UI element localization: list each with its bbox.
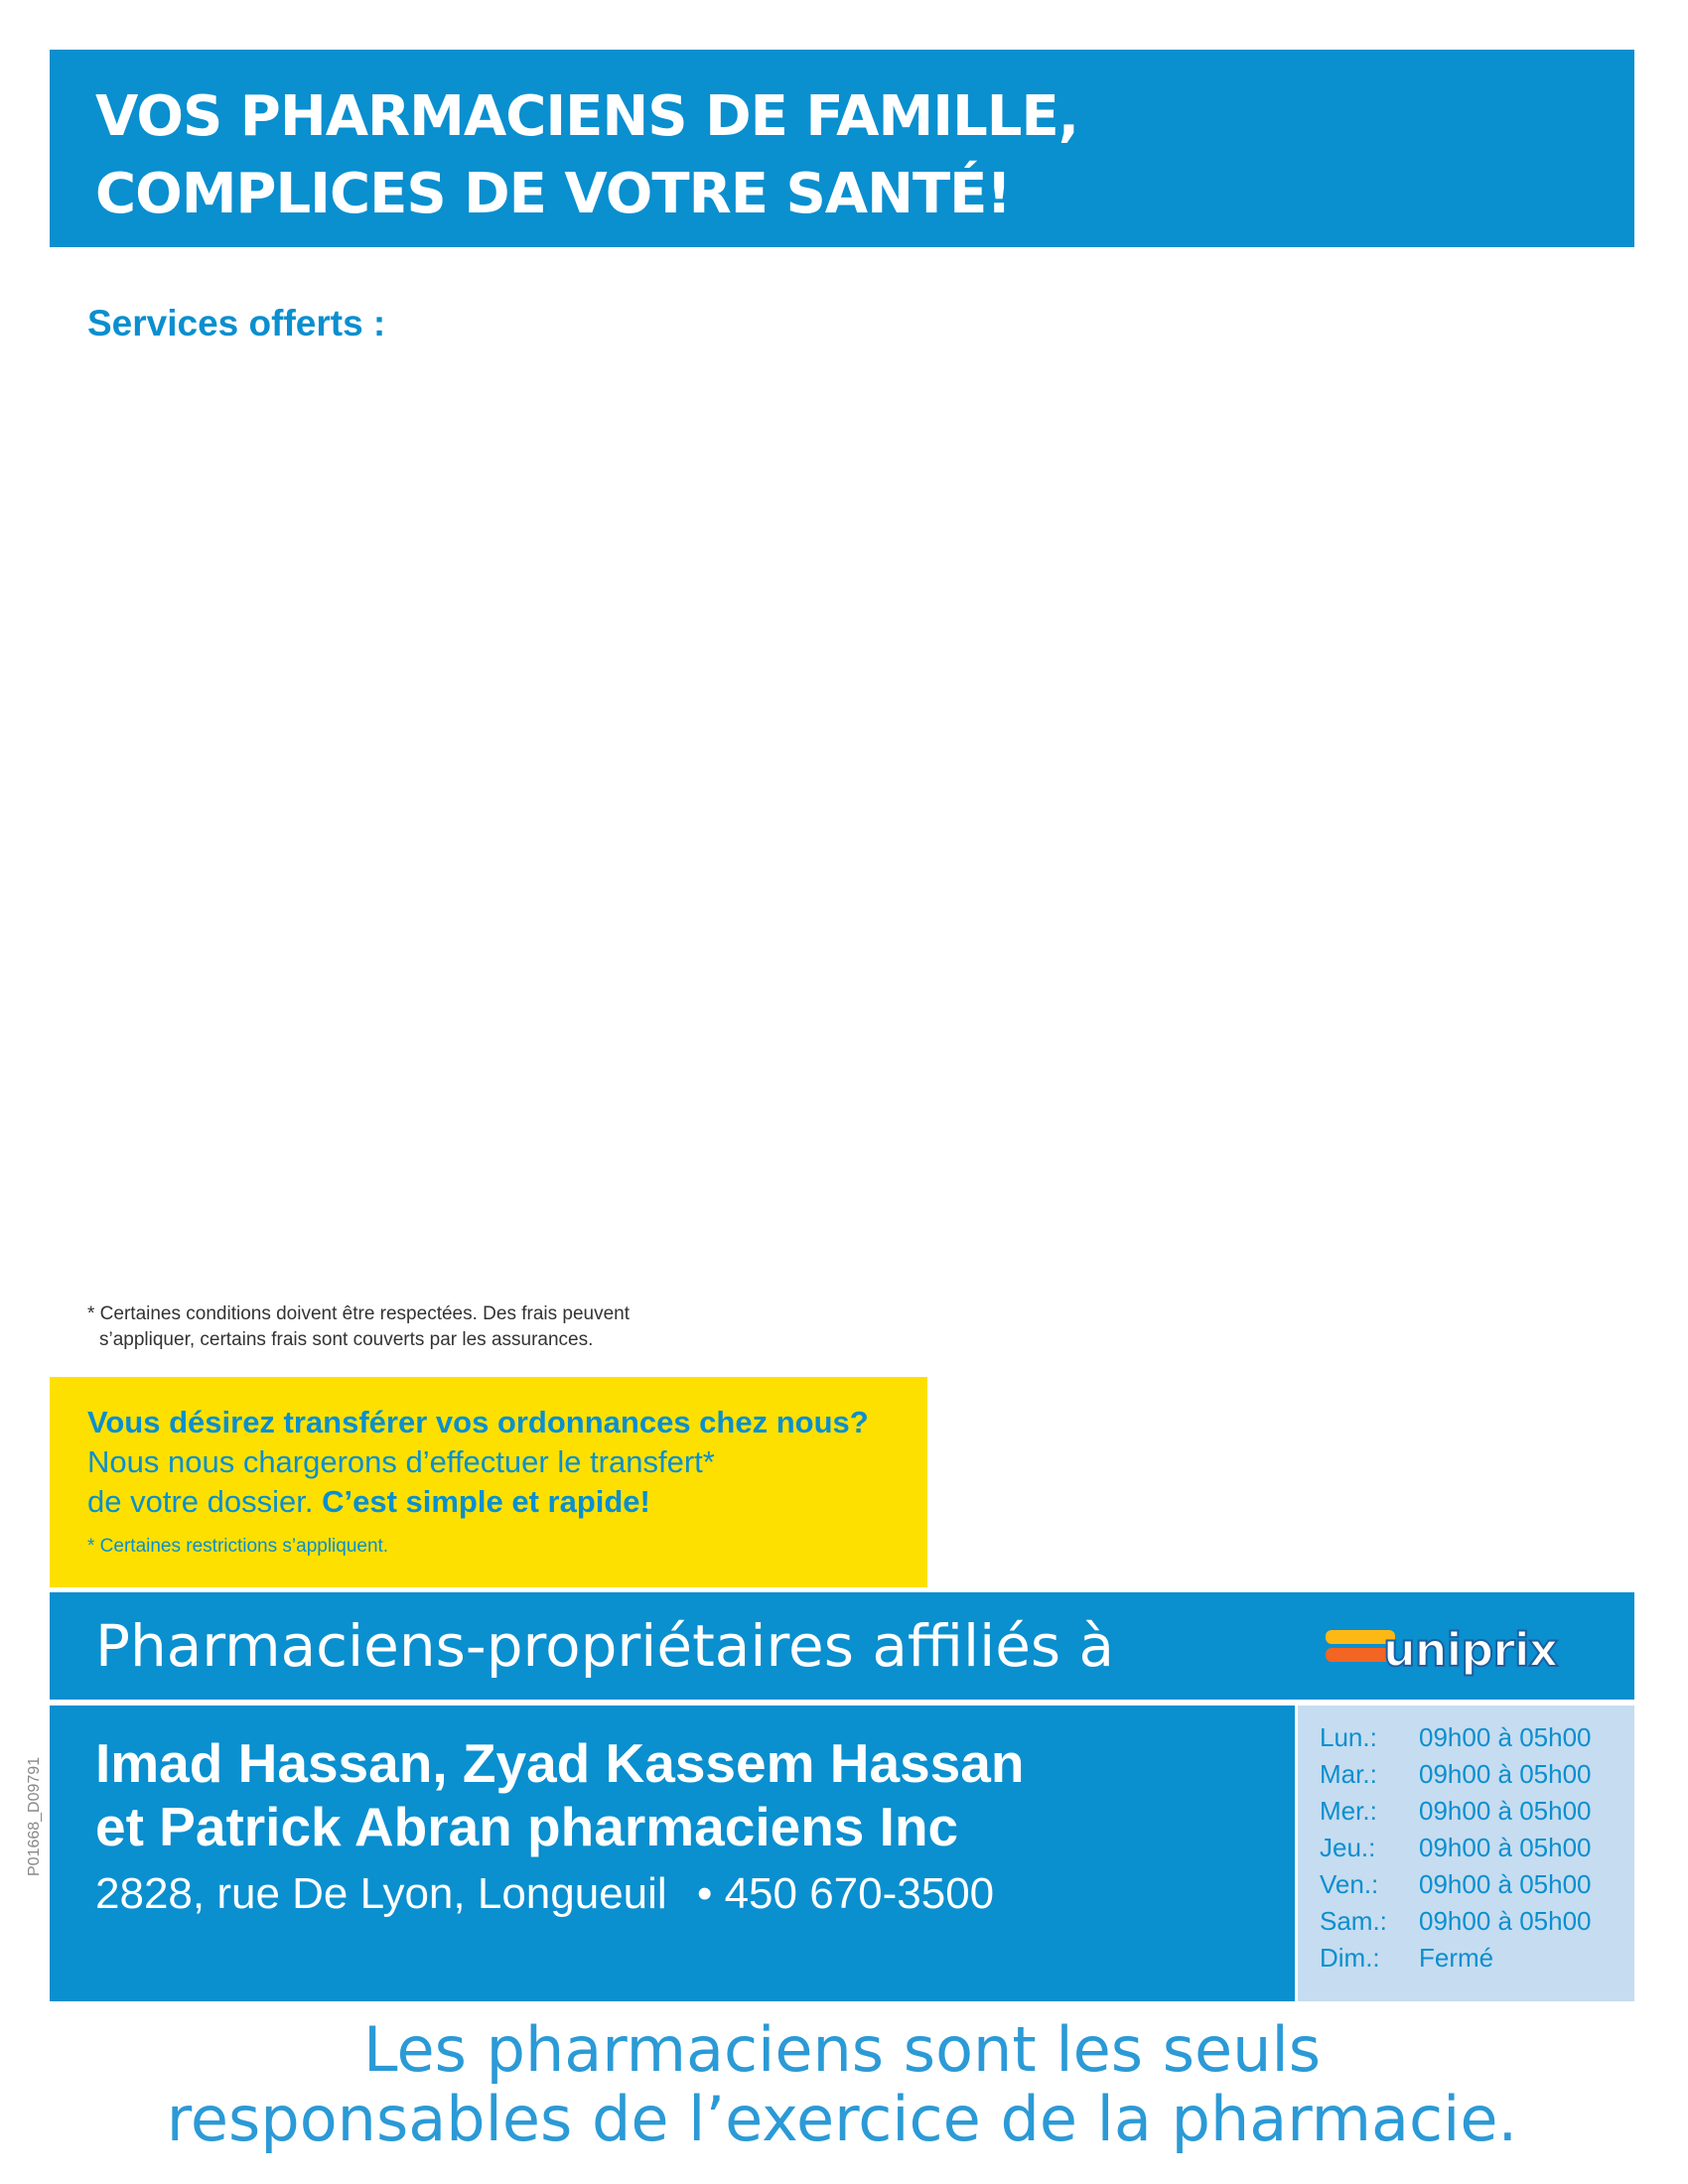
- hours-day: Mar.:: [1320, 1759, 1377, 1789]
- hours-day: Jeu.:: [1320, 1833, 1376, 1862]
- hours-day: Sam.:: [1320, 1906, 1387, 1936]
- hours-row: [1320, 1756, 1592, 1793]
- hours-time: 09h00 à 05h00: [1419, 1833, 1592, 1862]
- hours-panel: [1298, 1706, 1634, 2001]
- footnote-line-1: * Certaines conditions doivent être respectées. Des frais peuvent: [87, 1303, 631, 1324]
- transfer-question: Vous désirez transférer vos ordonnances chez nous?: [87, 1405, 869, 1439]
- header-line-2: COMPLICES DE VOTRE SANTÉ!: [95, 162, 1011, 226]
- transfer-body-2-bold: C’est simple et rapide!: [322, 1484, 650, 1519]
- hours-time: 09h00 à 05h00: [1419, 1906, 1592, 1936]
- document-code: P01668_D09791: [26, 1756, 43, 1876]
- hours-row: [1320, 1793, 1592, 1830]
- transfer-body-2: [87, 1482, 650, 1522]
- hours-time: 09h00 à 05h00: [1419, 1722, 1592, 1752]
- statement-line-1: Les pharmaciens sont les seuls: [363, 2013, 1321, 2086]
- services-title: Services offerts :: [87, 303, 386, 343]
- logo-text: uniprix: [1383, 1623, 1558, 1677]
- transfer-body-1: Nous nous chargerons d’effectuer le transfert*: [87, 1444, 715, 1479]
- transfer-box: [50, 1377, 927, 1587]
- hours-table: [1320, 1719, 1592, 1977]
- pharmacy-name-line-2: et Patrick Abran pharmaciens Inc: [95, 1796, 959, 1857]
- hours-time: Fermé: [1419, 1943, 1494, 1973]
- transfer-body-2-prefix: de votre dossier.: [87, 1484, 314, 1519]
- affiliation-text: Pharmaciens-propriétaires affiliés à: [95, 1612, 1115, 1680]
- pharmacy-name-line-1: Imad Hassan, Zyad Kassem Hassan: [95, 1732, 1025, 1794]
- hours-row: [1320, 1940, 1592, 1977]
- footnote-line-2: s’appliquer, certains frais sont couverts par les assurances.: [99, 1329, 594, 1350]
- hours-row: [1320, 1830, 1592, 1866]
- hours-time: 09h00 à 05h00: [1419, 1759, 1592, 1789]
- header-banner: [50, 50, 1634, 247]
- footnote: [87, 1301, 782, 1353]
- hours-row: [1320, 1866, 1592, 1903]
- hours-time: 09h00 à 05h00: [1419, 1869, 1592, 1899]
- hours-day: Lun.:: [1320, 1722, 1377, 1752]
- pharmacy-address-line: [95, 1866, 994, 1922]
- affiliation-bar: [50, 1592, 1634, 1700]
- hours-row: [1320, 1719, 1592, 1756]
- responsibility-statement: [50, 2015, 1634, 2154]
- transfer-note: * Certaines restrictions s’appliquent.: [87, 1536, 389, 1557]
- header-line-1: VOS PHARMACIENS DE FAMILLE,: [95, 84, 1078, 149]
- pharmacy-address: 2828, rue De Lyon, Longueuil: [95, 1869, 667, 1918]
- hours-row: [1320, 1903, 1592, 1940]
- hours-day: Ven.:: [1320, 1869, 1379, 1899]
- statement-line-2: responsables de l’exercice de la pharmacie.: [166, 2083, 1518, 2155]
- pharmacy-phone: • 450 670-3500: [696, 1869, 995, 1918]
- hours-day: Mer.:: [1320, 1796, 1377, 1826]
- pharmacy-info: [50, 1706, 1295, 2001]
- hours-day: Dim.:: [1320, 1943, 1380, 1973]
- hours-time: 09h00 à 05h00: [1419, 1796, 1592, 1826]
- uniprix-logo: [1326, 1622, 1609, 1692]
